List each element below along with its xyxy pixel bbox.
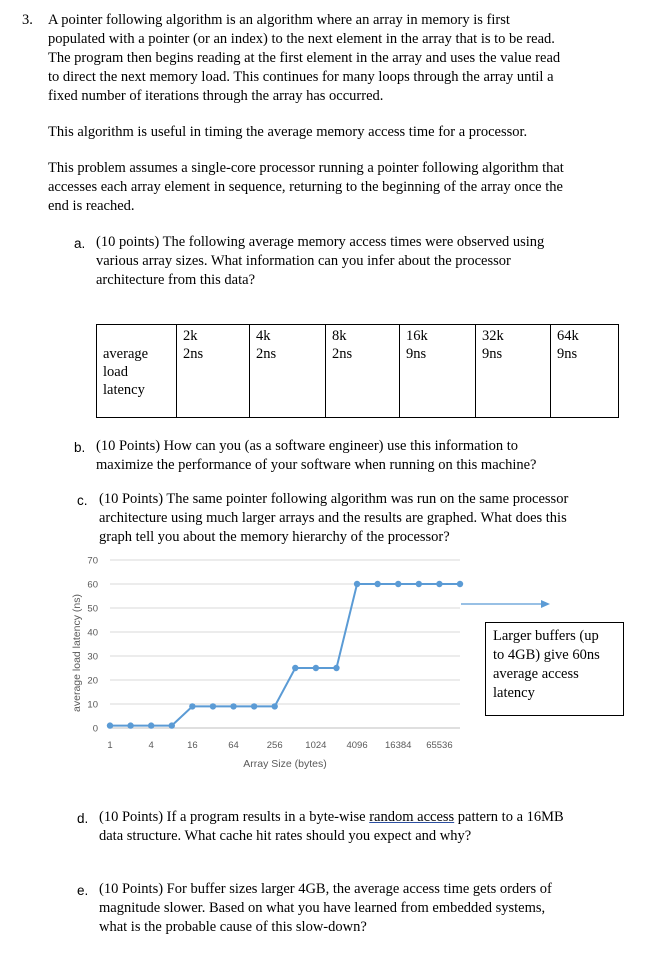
row-label-line: latency	[103, 382, 145, 398]
size-label: 8k	[332, 328, 347, 344]
callout-line: average access	[493, 666, 579, 682]
latency-value: 9ns	[482, 346, 503, 362]
random-access-phrase: random access	[369, 809, 455, 825]
y-tick-label: 10	[87, 699, 98, 711]
latency-table	[96, 324, 619, 418]
annotation-arrow	[455, 596, 555, 612]
x-tick-label: 16	[187, 740, 198, 751]
intro-paragraph	[48, 11, 560, 106]
part-d-text: pattern to a 16MB	[454, 809, 564, 825]
part-e-line: what is the probable cause of this slow-down?	[99, 919, 367, 935]
row-label-cell	[97, 325, 177, 418]
usefulness-paragraph: This algorithm is useful in timing the average memory access time for a processor.	[48, 124, 528, 140]
size-label: 64k	[557, 328, 579, 344]
data-point	[127, 722, 133, 728]
latency-value: 9ns	[557, 346, 578, 362]
data-point	[395, 581, 401, 587]
latency-value: 2ns	[183, 346, 204, 362]
data-point	[169, 722, 175, 728]
latency-value: 2ns	[256, 346, 277, 362]
table-cell-16k	[400, 325, 476, 418]
data-point	[107, 722, 113, 728]
part-c-question	[99, 490, 568, 547]
data-point	[272, 703, 278, 709]
intro-line: The program then begins reading at the first element in the array and uses the value read	[48, 50, 561, 66]
part-a-letter: a.	[74, 236, 86, 251]
data-point	[354, 581, 360, 587]
table-cell-64k	[551, 325, 619, 418]
part-a-line: (10 points) The following average memory access times were observed using	[96, 234, 545, 250]
assumption-line: This problem assumes a single-core processor running a pointer following algorithm that	[48, 160, 564, 176]
data-points	[107, 581, 463, 729]
part-e-question	[99, 880, 552, 937]
part-c-line: graph tell you about the memory hierarchy of the processor?	[99, 529, 450, 545]
intro-line: populated with a pointer (or an index) to the next element in the array that is to be read.	[48, 31, 555, 47]
data-point	[251, 703, 257, 709]
y-axis-tick-labels	[87, 556, 98, 735]
data-point	[292, 665, 298, 671]
size-label: 2k	[183, 328, 198, 344]
data-point	[189, 703, 195, 709]
part-b-line: (10 Points) How can you (as a software engineer) use this information to	[96, 438, 519, 454]
part-b-question	[96, 437, 537, 475]
y-tick-label: 30	[87, 651, 98, 663]
intro-line: A pointer following algorithm is an algorithm where an array in memory is first	[48, 12, 510, 28]
data-point	[436, 581, 442, 587]
x-tick-label: 16384	[385, 740, 412, 751]
part-d-line: data structure. What cache hit rates should you expect and why?	[99, 828, 472, 844]
part-e-line: magnitude slower. Based on what you have learned from embedded systems,	[99, 900, 546, 916]
data-point	[148, 722, 154, 728]
assumption-line: accesses each array element in sequence, returning to the beginning of the array once the	[48, 179, 563, 195]
x-axis-label: Array Size (bytes)	[243, 758, 327, 770]
data-point	[230, 703, 236, 709]
part-d-question	[99, 808, 564, 846]
size-label: 16k	[406, 328, 428, 344]
latency-chart	[60, 548, 490, 778]
part-c-letter: c.	[77, 493, 88, 508]
problem-number: 3.	[22, 12, 33, 28]
part-b-letter: b.	[74, 440, 86, 455]
intro-line: to direct the next memory load. This continues for many loops through the array until a	[48, 69, 554, 85]
x-tick-label: 4	[148, 740, 154, 751]
latency-value: 2ns	[332, 346, 353, 362]
data-point	[210, 703, 216, 709]
part-d-line	[99, 808, 564, 827]
size-label: 4k	[256, 328, 271, 344]
part-b-line: maximize the performance of your software when running on this machine?	[96, 457, 537, 473]
x-tick-label: 65536	[426, 740, 453, 751]
part-a-line: architecture from this data?	[96, 272, 256, 288]
assumption-paragraph	[48, 159, 564, 216]
data-point	[416, 581, 422, 587]
data-point	[313, 665, 319, 671]
table-cell-8k	[326, 325, 400, 418]
assumption-line: end is reached.	[48, 198, 135, 214]
row-label-line: average	[103, 346, 149, 362]
part-a-question	[96, 233, 544, 290]
table-cell-32k	[476, 325, 551, 418]
x-tick-label: 256	[266, 740, 283, 751]
x-axis-tick-labels	[107, 740, 452, 751]
part-c-line: architecture using much larger arrays and the results are graphed. What does this	[99, 510, 567, 526]
y-tick-label: 60	[87, 579, 98, 591]
data-point	[457, 581, 463, 587]
x-tick-label: 4096	[346, 740, 368, 751]
callout-box	[485, 622, 624, 716]
part-d-text: (10 Points) If a program results in a byte-wise	[99, 809, 370, 825]
part-e-letter: e.	[77, 883, 89, 898]
data-point	[374, 581, 380, 587]
chart-gridlines	[110, 560, 460, 728]
table-cell-4k	[250, 325, 326, 418]
data-point	[333, 665, 339, 671]
callout-line: to 4GB) give 60ns	[493, 647, 600, 663]
x-tick-label: 1024	[305, 740, 327, 751]
y-tick-label: 70	[87, 555, 98, 567]
part-c-line: (10 Points) The same pointer following algorithm was run on the same processor	[99, 491, 569, 507]
y-tick-label: 40	[87, 627, 98, 639]
size-label: 32k	[482, 328, 504, 344]
y-tick-label: 50	[87, 603, 98, 615]
table-cell-2k	[177, 325, 250, 418]
x-tick-label: 64	[228, 740, 239, 751]
callout-line: latency	[493, 685, 535, 701]
callout-line: Larger buffers (up	[493, 628, 599, 644]
x-tick-label: 1	[107, 740, 113, 751]
part-d-letter: d.	[77, 811, 89, 826]
part-e-line: (10 Points) For buffer sizes larger 4GB, the average access time gets orders of	[99, 881, 552, 897]
part-a-line: various array sizes. What information can you infer about the processor	[96, 253, 511, 269]
row-label-line: load	[103, 364, 128, 380]
intro-line: fixed number of iterations through the array has occurred.	[48, 88, 384, 104]
y-axis-label: average load latency (ns)	[71, 594, 83, 712]
y-tick-label: 0	[92, 723, 98, 735]
y-tick-label: 20	[87, 675, 98, 687]
latency-value: 9ns	[406, 346, 427, 362]
